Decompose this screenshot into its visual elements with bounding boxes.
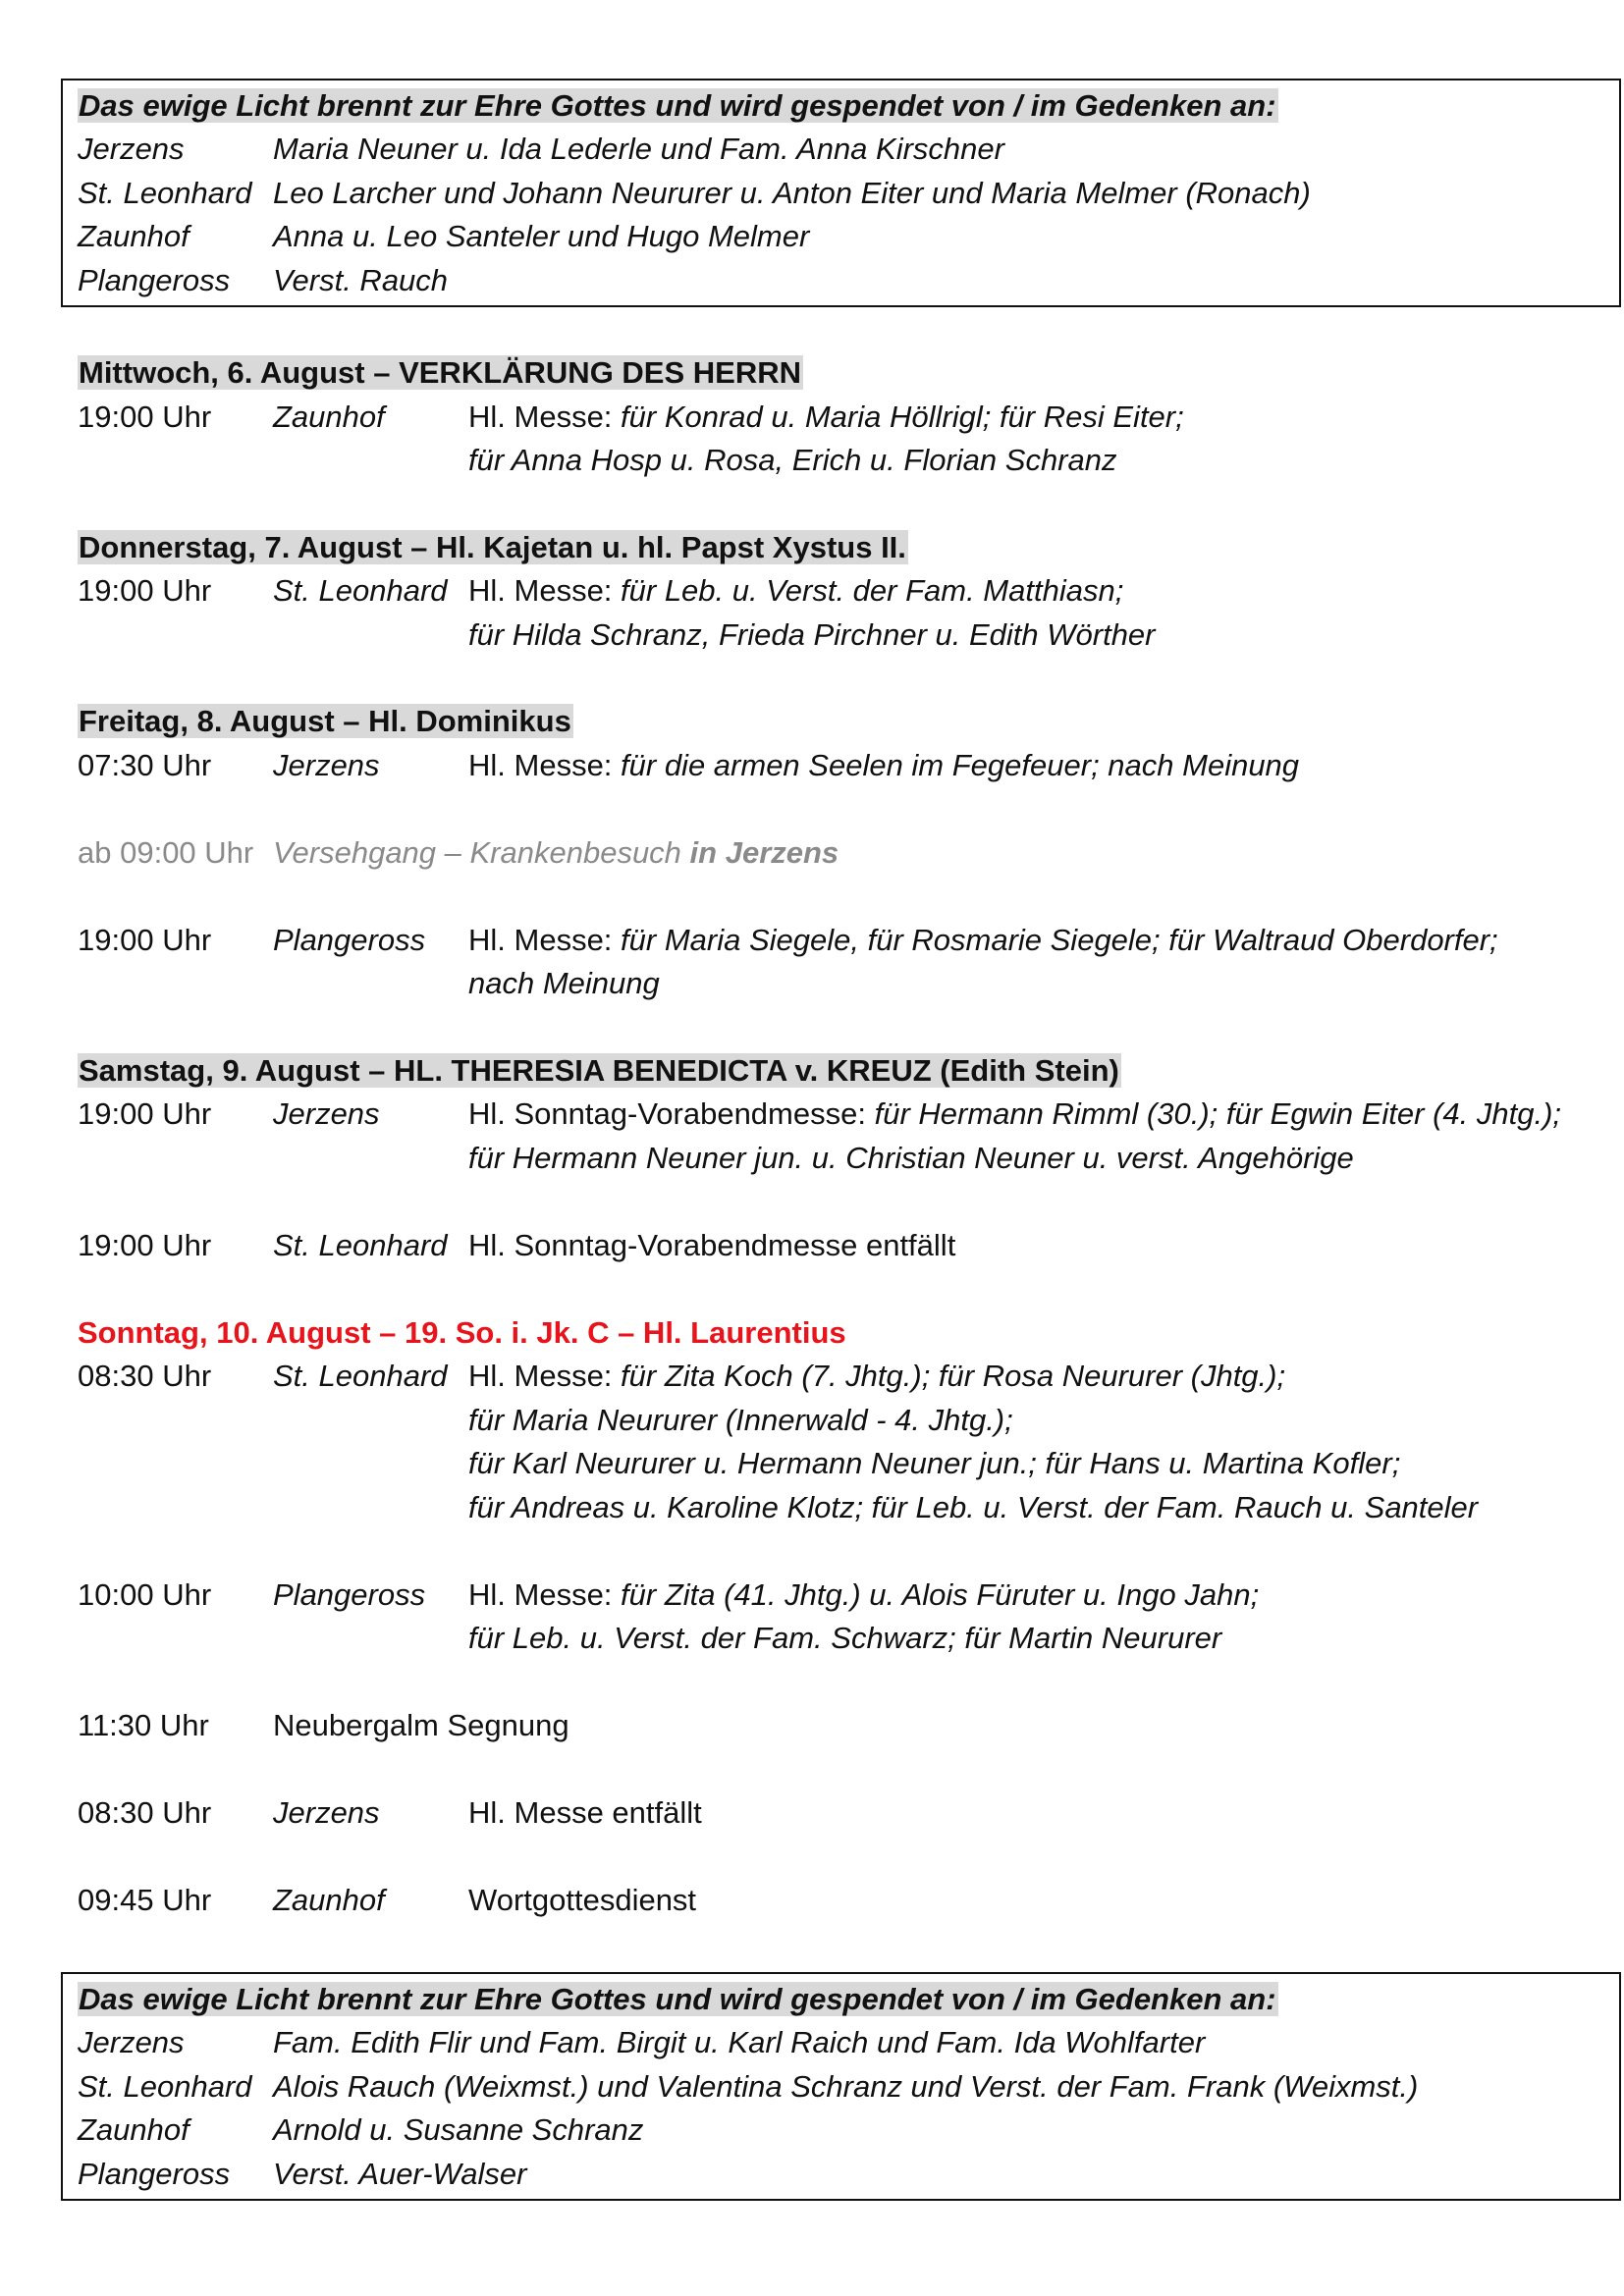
event-time: 08:30 Uhr bbox=[78, 1795, 212, 1830]
event-time: 07:30 Uhr bbox=[78, 748, 212, 782]
event-time: 09:45 Uhr bbox=[78, 1883, 212, 1917]
event-place: Zaunhof bbox=[273, 400, 385, 434]
event-intention-cont: für Karl Neururer u. Hermann Neuner jun.; für Hans u. Martina Kofler; bbox=[468, 1446, 1401, 1480]
event-intention: für Zita Koch (7. Jhtg.); für Rosa Neururer (Jhtg.); bbox=[621, 1359, 1286, 1393]
event-intention: für die armen Seelen im Fegefeuer; nach Meinung bbox=[621, 748, 1300, 782]
event-place: Plangeross bbox=[273, 923, 426, 957]
eternal-light-place: Plangeross bbox=[78, 2157, 231, 2191]
eternal-light-place: St. Leonhard bbox=[78, 176, 252, 210]
event-description: Hl. Sonntag-Vorabendmesse entfällt bbox=[468, 1228, 956, 1262]
day-heading-samstag bbox=[78, 1049, 1121, 1093]
day-heading-sonntag bbox=[78, 1311, 846, 1355]
sick-visit-text: Versehgang – Krankenbesuch bbox=[273, 835, 690, 870]
eternal-light-heading bbox=[78, 1978, 1278, 2021]
event-description bbox=[468, 1574, 1259, 1617]
event-prefix: Hl. Messe: bbox=[468, 1577, 622, 1612]
event-description bbox=[468, 1093, 1561, 1136]
event-description: Neubergalm Segnung bbox=[273, 1708, 569, 1742]
event-place: Jerzens bbox=[273, 748, 380, 782]
event-place: St. Leonhard bbox=[273, 1228, 448, 1262]
day-heading-mittwoch bbox=[78, 351, 803, 395]
eternal-light-donor: Anna u. Leo Santeler und Hugo Melmer bbox=[273, 219, 810, 253]
event-description bbox=[468, 1355, 1285, 1398]
event-place: St. Leonhard bbox=[273, 573, 448, 608]
event-time: 10:00 Uhr bbox=[78, 1577, 212, 1612]
eternal-light-donor: Fam. Edith Flir und Fam. Birgit u. Karl Raich und Fam. Ida Wohlfarter bbox=[273, 2025, 1206, 2059]
event-place: Jerzens bbox=[273, 1096, 380, 1131]
event-prefix: Hl. Messe: bbox=[468, 923, 622, 957]
day-heading-donnerstag bbox=[78, 526, 908, 569]
eternal-light-donor: Arnold u. Susanne Schranz bbox=[273, 2112, 644, 2147]
event-intention-cont: für Leb. u. Verst. der Fam. Schwarz; für Martin Neururer bbox=[468, 1621, 1222, 1655]
eternal-light-place: Plangeross bbox=[78, 263, 231, 297]
event-prefix: Hl. Messe: bbox=[468, 1359, 622, 1393]
event-place: Jerzens bbox=[273, 1795, 380, 1830]
event-intention: für Leb. u. Verst. der Fam. Matthiasn; bbox=[621, 573, 1124, 608]
eternal-light-donor: Maria Neuner u. Ida Lederle und Fam. Anna Kirschner bbox=[273, 132, 1004, 166]
day-heading-text: Freitag, 8. August – Hl. Dominikus bbox=[79, 704, 571, 738]
event-place: Plangeross bbox=[273, 1577, 426, 1612]
event-description: Hl. Messe entfällt bbox=[468, 1795, 702, 1830]
event-time: 19:00 Uhr bbox=[78, 1228, 212, 1262]
sick-visit-location: in Jerzens bbox=[689, 835, 839, 870]
event-prefix: Hl. Sonntag-Vorabendmesse: bbox=[468, 1096, 875, 1131]
eternal-light-place: Jerzens bbox=[78, 2025, 185, 2059]
eternal-light-place: Zaunhof bbox=[78, 219, 189, 253]
day-heading-text: Samstag, 9. August – HL. THERESIA BENEDICTA v. KREUZ (Edith Stein) bbox=[79, 1053, 1119, 1088]
day-heading-text: Sonntag, 10. August – 19. So. i. Jk. C – Hl. Laurentius bbox=[78, 1315, 846, 1350]
eternal-light-heading-text: Das ewige Licht brennt zur Ehre Gottes und wird gespendet von / im Gedenken an: bbox=[79, 1982, 1276, 2016]
event-intention-cont: für Hermann Neuner jun. u. Christian Neuner u. verst. Angehörige bbox=[468, 1141, 1354, 1175]
event-prefix: Hl. Messe: bbox=[468, 748, 622, 782]
event-time: 19:00 Uhr bbox=[78, 573, 212, 608]
event-intention-cont: für Anna Hosp u. Rosa, Erich u. Florian Schranz bbox=[468, 443, 1117, 477]
event-intention-cont: nach Meinung bbox=[468, 966, 660, 1000]
event-intention-cont: für Hilda Schranz, Frieda Pirchner u. Edith Wörther bbox=[468, 617, 1156, 652]
eternal-light-place: Zaunhof bbox=[78, 2112, 189, 2147]
eternal-light-place: St. Leonhard bbox=[78, 2069, 252, 2104]
event-intention: für Maria Siegele, für Rosmarie Siegele; für Waltraud Oberdorfer; bbox=[621, 923, 1498, 957]
event-description bbox=[273, 831, 839, 875]
event-prefix: Hl. Messe: bbox=[468, 400, 622, 434]
eternal-light-donor: Alois Rauch (Weixmst.) und Valentina Schranz und Verst. der Fam. Frank (Weixmst.) bbox=[273, 2069, 1419, 2104]
eternal-light-donor: Leo Larcher und Johann Neururer u. Anton Eiter und Maria Melmer (Ronach) bbox=[273, 176, 1311, 210]
eternal-light-heading bbox=[78, 84, 1278, 128]
event-description bbox=[468, 919, 1498, 962]
day-heading-freitag bbox=[78, 700, 573, 743]
event-time: 19:00 Uhr bbox=[78, 923, 212, 957]
event-description bbox=[468, 744, 1299, 787]
event-intention-cont: für Andreas u. Karoline Klotz; für Leb. u. Verst. der Fam. Rauch u. Santeler bbox=[468, 1490, 1479, 1524]
eternal-light-donor: Verst. Rauch bbox=[273, 263, 449, 297]
event-intention: für Zita (41. Jhtg.) u. Alois Füruter u. Ingo Jahn; bbox=[621, 1577, 1260, 1612]
eternal-light-heading-text: Das ewige Licht brennt zur Ehre Gottes und wird gespendet von / im Gedenken an: bbox=[79, 88, 1276, 123]
event-intention: für Hermann Rimml (30.); für Egwin Eiter (4. Jhtg.); bbox=[874, 1096, 1562, 1131]
event-intention-cont: für Maria Neururer (Innerwald - 4. Jhtg.); bbox=[468, 1403, 1013, 1437]
event-place: St. Leonhard bbox=[273, 1359, 448, 1393]
day-heading-text: Donnerstag, 7. August – Hl. Kajetan u. hl. Papst Xystus II. bbox=[79, 530, 906, 564]
event-time: 19:00 Uhr bbox=[78, 400, 212, 434]
event-place: Zaunhof bbox=[273, 1883, 385, 1917]
event-time: 11:30 Uhr bbox=[78, 1708, 209, 1742]
eternal-light-place: Jerzens bbox=[78, 132, 185, 166]
event-time: 19:00 Uhr bbox=[78, 1096, 212, 1131]
eternal-light-donor: Verst. Auer-Walser bbox=[273, 2157, 527, 2191]
event-description bbox=[468, 396, 1184, 439]
event-time: 08:30 Uhr bbox=[78, 1359, 212, 1393]
event-description: Wortgottesdienst bbox=[468, 1883, 697, 1917]
event-time: ab 09:00 Uhr bbox=[78, 835, 254, 870]
event-description bbox=[468, 569, 1123, 613]
event-prefix: Hl. Messe: bbox=[468, 573, 622, 608]
event-intention: für Konrad u. Maria Höllrigl; für Resi Eiter; bbox=[621, 400, 1184, 434]
day-heading-text: Mittwoch, 6. August – VERKLÄRUNG DES HERRN bbox=[79, 355, 801, 390]
